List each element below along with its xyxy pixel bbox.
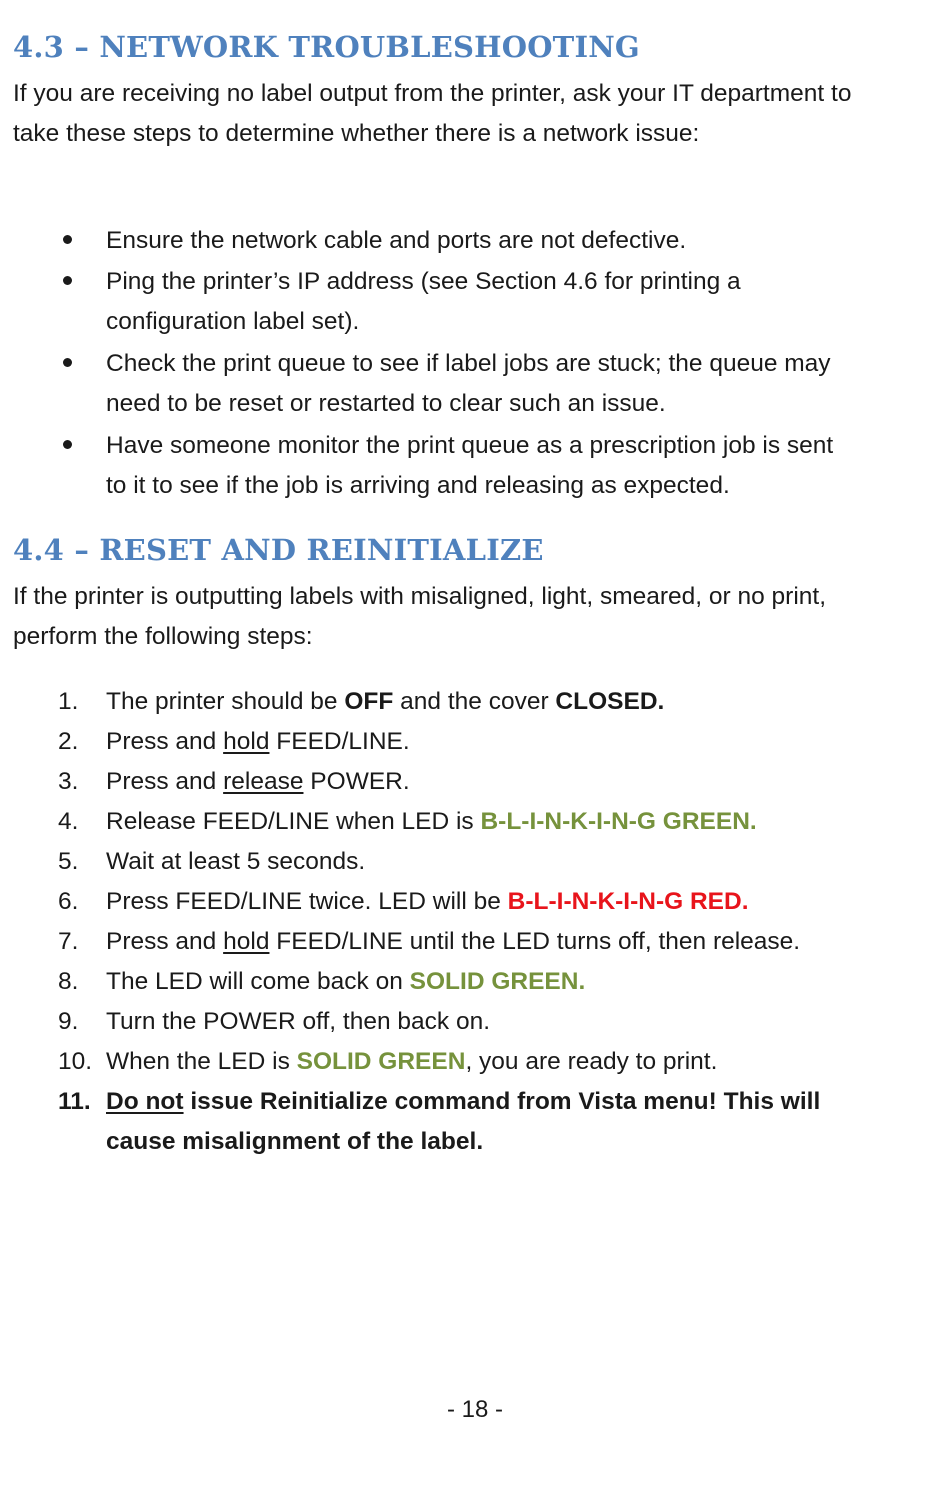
list-item: 7. Press and hold FEED/LINE until the LED turns off, then release. — [58, 928, 801, 955]
solid-green-text: SOLID GREEN — [296, 1048, 466, 1075]
list-item: 2. Press and hold FEED/LINE. — [58, 728, 410, 755]
list-item: 8. The LED will come back on SOLID GREEN. — [58, 968, 586, 995]
list-item: 10. When the LED is SOLID GREEN, you are ready to print. — [58, 1048, 718, 1075]
list-item-warning: 11. Do not issue Reinitialize command from Vista menu! This will cause misalignment of the label. — [58, 1088, 821, 1155]
bullet-icon — [57, 262, 77, 302]
list-item: Ensure the network cable and ports are not defective. — [0, 221, 846, 261]
list-item: Have someone monitor the print queue as a prescription job is sent to it to see if the job is arriving and releasing as expected. — [0, 426, 846, 506]
list-item: 4. Release FEED/LINE when LED is B-L-I-N-K-I-N-G GREEN. — [58, 808, 757, 835]
blinking-green-text: B-L-I-N-K-I-N-G GREEN. — [480, 808, 757, 835]
list-item: 5. Wait at least 5 seconds. — [58, 848, 366, 875]
bullet-icon — [57, 426, 77, 466]
list-item: 6. Press FEED/LINE twice. LED will be B-L-I-N-K-I-N-G RED. — [58, 888, 749, 915]
bullet-icon — [57, 344, 77, 384]
list-item: 1. The printer should be OFF and the cover CLOSED. — [58, 688, 665, 715]
list-item: Check the print queue to see if label jobs are stuck; the queue may need to be reset or restarted to clear such an issue. — [0, 344, 846, 424]
list-item: 9. Turn the POWER off, then back on. — [58, 1008, 491, 1035]
list-item: 3. Press and release POWER. — [58, 768, 410, 795]
reset-steps-list — [0, 682, 900, 1162]
section-4-3-heading: 4.3 – NETWORK TROUBLESHOOTING — [13, 30, 640, 64]
page-number: - 18 - — [446, 1396, 503, 1423]
section-4-4-heading: 4.4 – RESET AND REINITIALIZE — [13, 533, 544, 567]
list-item: Ping the printer’s IP address (see Section 4.6 for printing a configuration label set). — [0, 262, 846, 342]
bullet-icon — [57, 221, 77, 261]
blinking-red-text: B-L-I-N-K-I-N-G RED. — [507, 888, 749, 915]
section-4-4-intro: If the printer is outputting labels with misaligned, light, smeared, or no print, perform the following steps: — [13, 583, 826, 650]
section-4-3-intro: If you are receiving no label output from the printer, ask your IT department to take these steps to determine whether there is a network issue: — [13, 80, 852, 147]
network-steps-list — [0, 221, 900, 506]
solid-green-text: SOLID GREEN. — [409, 968, 586, 995]
